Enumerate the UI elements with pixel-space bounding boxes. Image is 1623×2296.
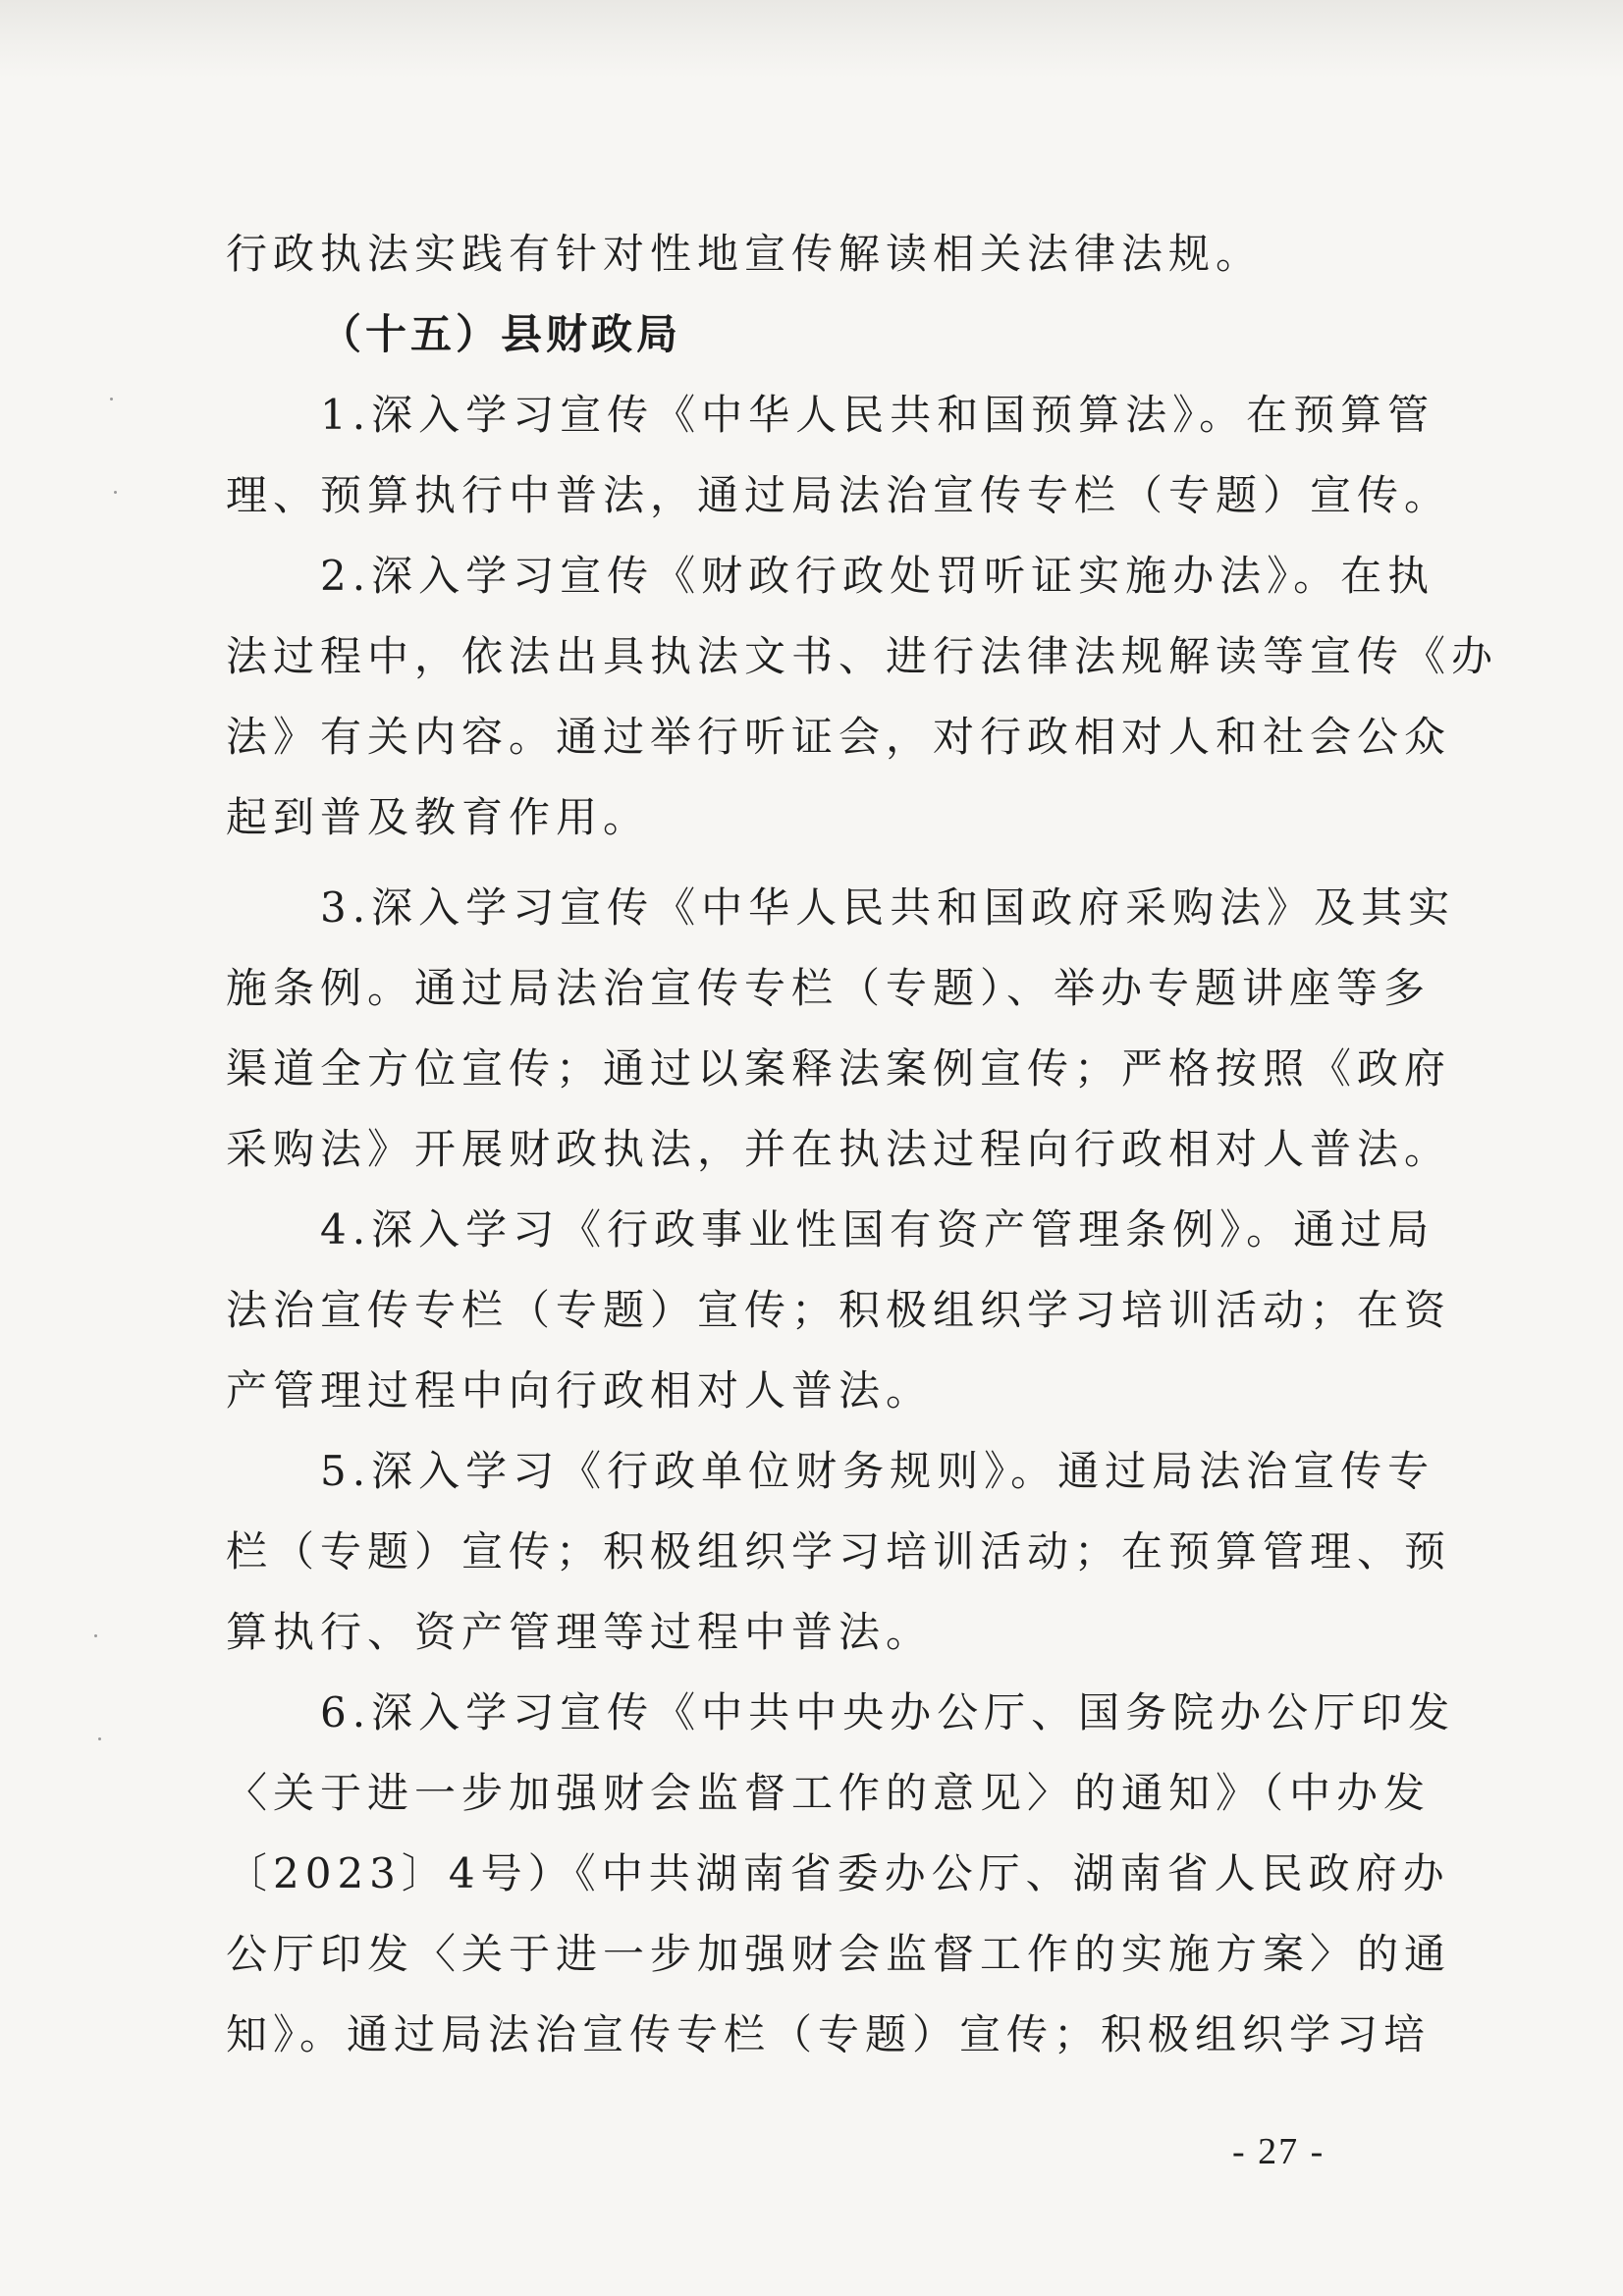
text-line: 6.深入学习宣传《中共中央办公厅、国务院办公厅印发	[320, 1688, 1456, 1736]
text-line: 〔2023〕4号）《中共湖南省委办公厅、湖南省人民政府办	[226, 1849, 1450, 1897]
text-line: 3.深入学习宣传《中华人民共和国政府采购法》及其实	[320, 883, 1456, 932]
text-line: 〈关于进一步加强财会监督工作的意见〉的通知》（中办发	[226, 1769, 1432, 1817]
text-line: 栏（专题）宣传；积极组织学习培训活动；在预算管理、预	[226, 1527, 1452, 1575]
text-line: 4.深入学习《行政事业性国有资产管理条例》。通过局	[320, 1205, 1435, 1254]
text-line: 5.深入学习《行政单位财务规则》。通过局法治宣传专	[320, 1447, 1435, 1495]
text-line: 起到普及教育作用。	[226, 793, 651, 841]
text-line: 2.深入学习宣传《财政行政处罚听证实施办法》。在执	[320, 552, 1435, 600]
scan-top-band	[0, 0, 1623, 79]
text-line: 算执行、资产管理等过程中普法。	[226, 1608, 934, 1656]
section-heading: （十五）县财政局	[320, 310, 682, 358]
scan-speck	[94, 1634, 97, 1637]
scan-speck	[98, 1737, 101, 1740]
text-line: 行政执法实践有针对性地宣传解读相关法律法规。	[226, 230, 1264, 278]
scan-speck	[110, 398, 113, 400]
text-line: 法过程中，依法出具执法文书、进行法律法规解读等宣传《办	[226, 632, 1499, 680]
text-line: 采购法》开展财政执法，并在执法过程向行政相对人普法。	[226, 1125, 1452, 1173]
text-line: 公厅印发〈关于进一步加强财会监督工作的实施方案〉的通	[226, 1930, 1452, 1978]
text-line: 知》。通过局法治宣传专栏（专题）宣传；积极组织学习培	[226, 2010, 1432, 2058]
page-number: - 27 -	[1232, 2131, 1325, 2172]
text-line: 理、预算执行中普法，通过局法治宣传专栏（专题）宣传。	[226, 471, 1452, 519]
document-body	[226, 214, 1499, 2075]
text-line: 1.深入学习宣传《中华人民共和国预算法》。在预算管	[320, 391, 1435, 439]
text-line: 法》有关内容。通过举行听证会，对行政相对人和社会公众	[226, 713, 1452, 761]
text-line: 产管理过程中向行政相对人普法。	[226, 1366, 934, 1415]
text-line: 法治宣传专栏（专题）宣传；积极组织学习培训活动；在资	[226, 1286, 1452, 1334]
text-line: 渠道全方位宣传；通过以案释法案例宣传；严格按照《政府	[226, 1044, 1452, 1093]
scan-speck	[114, 491, 117, 494]
text-line: 施条例。通过局法治宣传专栏（专题）、举办专题讲座等多	[226, 964, 1432, 1012]
